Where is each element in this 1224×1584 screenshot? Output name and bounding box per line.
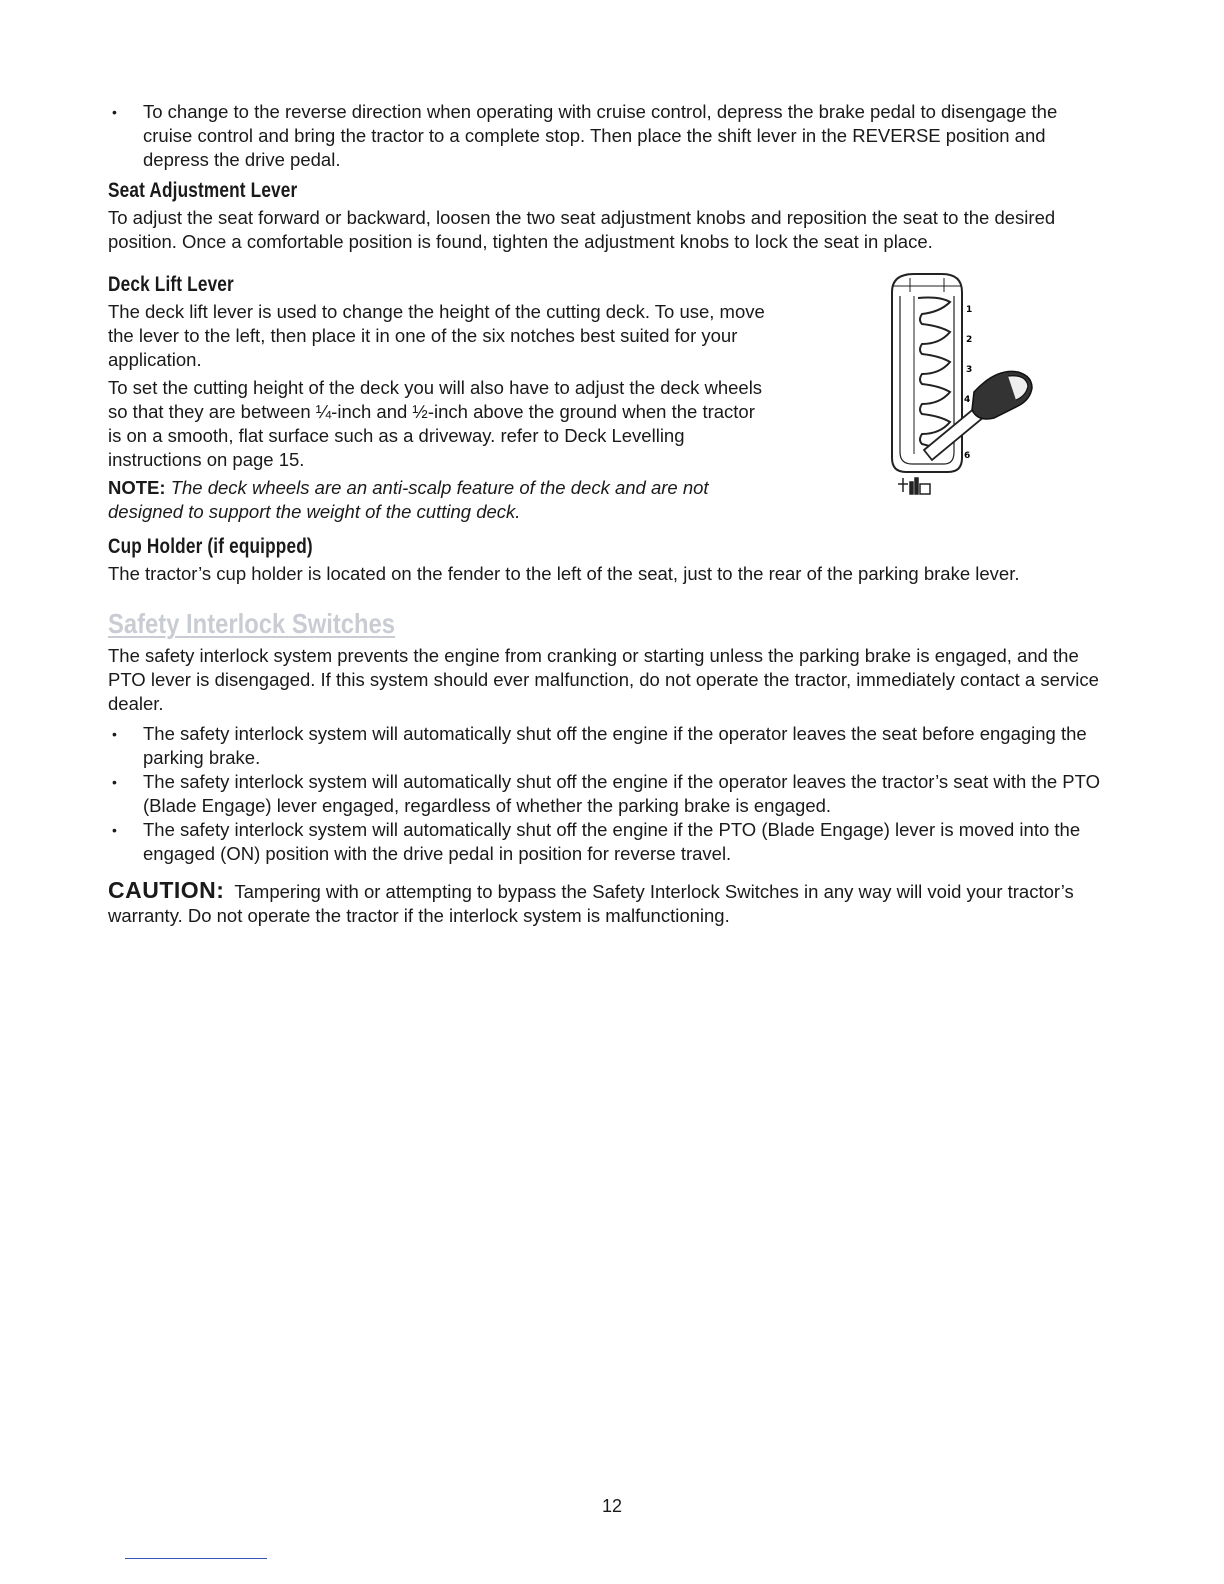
cutting-height-icon bbox=[898, 478, 930, 494]
seat-adjustment-heading: Seat Adjustment Lever bbox=[108, 179, 298, 202]
notch-label-4: 4 bbox=[964, 395, 971, 405]
note-label: NOTE: bbox=[108, 477, 166, 498]
page-number: 12 bbox=[601, 1496, 623, 1516]
page-content bbox=[108, 100, 1108, 928]
safety-section-title: Safety Interlock Switches bbox=[108, 608, 396, 639]
cup-holder-heading: Cup Holder (if equipped) bbox=[108, 535, 313, 558]
notch-label-1: 1 bbox=[966, 305, 973, 315]
deck-lift-para2: To set the cutting height of the deck you will also have to adjust the deck wheels so that they are between ¼-inch and ½-inch above the ground when the tractor is on a smooth, flat surface such as a driveway. refer to Deck Levelling instructions on page 15. bbox=[108, 377, 763, 470]
deck-lift-section bbox=[108, 272, 1108, 524]
safety-bullet-list bbox=[108, 722, 1108, 866]
seat-adjustment-body: To adjust the seat forward or backward, loosen the two seat adjustment knobs and reposition the seat to the desired position. Once a comfortable position is found, tighten the adjustment knobs to lock the seat in place. bbox=[108, 207, 1056, 252]
notch-label-2: 2 bbox=[966, 335, 973, 345]
notch-label-3: 3 bbox=[966, 365, 973, 375]
note-text: The deck wheels are an anti-scalp feature of the deck and are not designed to support the weight of the cutting deck. bbox=[108, 477, 709, 522]
deck-lift-note bbox=[108, 476, 768, 524]
caution-label: CAUTION: bbox=[108, 877, 225, 903]
deck-lift-para1: The deck lift lever is used to change the height of the cutting deck. To use, move the lever to the left, then place it in one of the six notches best suited for your application. bbox=[108, 301, 765, 370]
list-item: • The safety interlock system will automatically shut off the engine if the PTO (Blade Engage) lever is moved into the engaged (ON) position with the drive pedal in position for reverse travel. bbox=[108, 818, 1108, 866]
notch-label-6: 6 bbox=[964, 451, 971, 461]
caution-paragraph bbox=[108, 878, 1108, 928]
safety-intro: The safety interlock system prevents the engine from cranking or starting unless the parking brake is engaged, and the PTO lever is disengaged. If this system should ever malfunction, do not operate the tractor, immediately contact a service dealer. bbox=[108, 645, 1099, 714]
deck-lift-heading: Deck Lift Lever bbox=[108, 273, 234, 296]
list-item: • The safety interlock system will automatically shut off the engine if the operator leaves the tractor’s seat with the PTO (Blade Engage) lever engaged, regardless of whether the parking brake is engaged. bbox=[108, 770, 1108, 818]
list-item: • To change to the reverse direction when operating with cruise control, depress the brake pedal to disengage the cruise control and bring the tractor to a complete stop. Then place the shift lever in the REVERSE position and depress the drive pedal. bbox=[108, 100, 1108, 172]
deck-lift-lever-illustration bbox=[870, 272, 1050, 512]
cup-holder-body: The tractor’s cup holder is located on the fender to the left of the seat, just to the rear of the parking brake lever. bbox=[108, 563, 1020, 584]
caution-text: Tampering with or attempting to bypass the Safety Interlock Switches in any way will void your tractor’s warranty. Do not operate the tractor if the interlock system is malfunctioning. bbox=[108, 881, 1074, 926]
intro-bullet-list bbox=[108, 100, 1108, 172]
list-item: • The safety interlock system will automatically shut off the engine if the operator leaves the seat before engaging the parking brake. bbox=[108, 722, 1108, 770]
footer-rule bbox=[125, 1558, 267, 1559]
